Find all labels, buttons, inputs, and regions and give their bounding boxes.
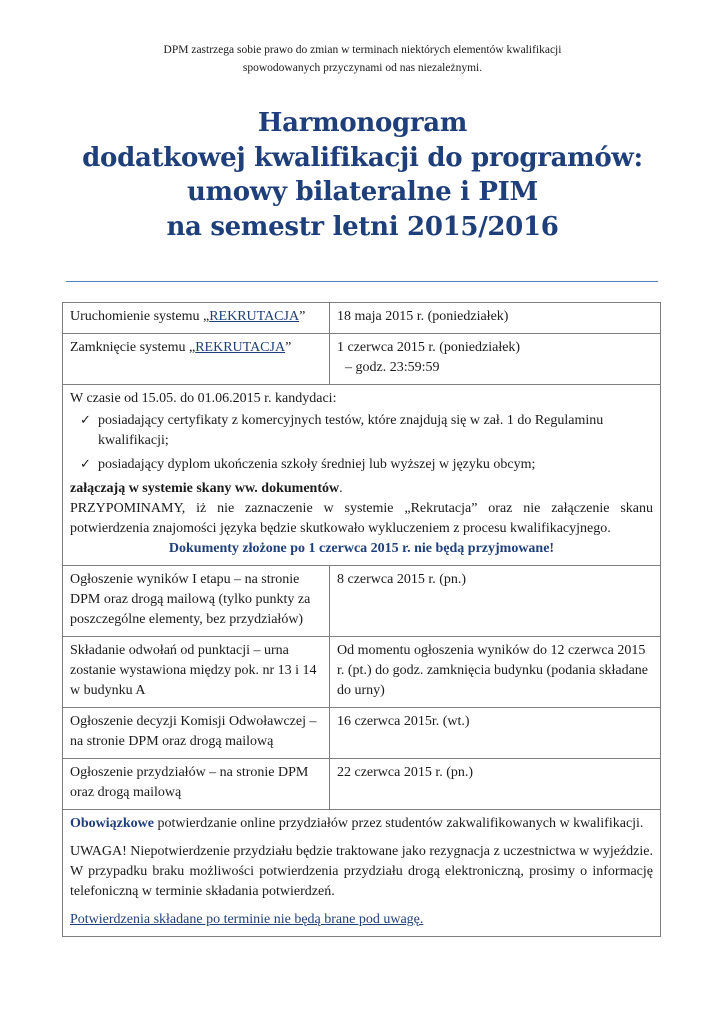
confirmation-cell — [63, 810, 661, 937]
reminder-text: PRZYPOMINAMY, iż nie zaznaczenie w systemie „Rekrutacja” oraz nie załączenie skanu potwierdzenia znajomości języka będzie skutkowało wykluczeniem z procesu kwalifikacyjnego. — [70, 501, 653, 536]
late-confirmation-note: Potwierdzenia składane po terminie nie będą brane pod uwagę. — [70, 912, 424, 927]
table-row-confirmation — [63, 810, 661, 937]
disclaimer-line-2: spowodowanych przyczynami od nas niezależnymi. — [242, 62, 483, 74]
table-row-system-open — [63, 303, 661, 334]
document-title — [0, 106, 725, 244]
attach-note: załączają w systemie skany ww. dokumentów. — [70, 481, 343, 496]
title-divider — [66, 281, 658, 282]
title-line-3: umowy bilateralne i PIM — [186, 177, 539, 207]
rekrutacja-link[interactable]: REKRUTACJA — [209, 309, 300, 324]
confirmation-text: Obowiązkowe potwierdzanie online przydziałów przez studentów zakwalifikowanych w kwalifikacji. — [70, 816, 644, 831]
results-date: 8 czerwca 2015 r. (pn.) — [330, 566, 661, 637]
assignments-date: 22 czerwca 2015 r. (pn.) — [330, 759, 661, 810]
candidate-info-cell — [63, 385, 661, 566]
title-line-4: na semestr letni 2015/2016 — [166, 211, 559, 242]
system-close-label: Zamknięcie systemu „REKRUTACJA” — [63, 334, 330, 385]
disclaimer-line-1: DPM zastrzega sobie prawo do zmian w terminach niektórych elementów kwalifikacji — [163, 44, 562, 56]
decision-date: 16 czerwca 2015r. (wt.) — [330, 708, 661, 759]
disclaimer — [0, 41, 725, 77]
schedule-table — [62, 302, 661, 937]
system-open-label: Uruchomienie systemu „REKRUTACJA” — [63, 303, 330, 334]
list-item: ✓ posiadający certyfikaty z komercyjnych testów, które znajdują się w zał. 1 do Regulaminu kwalifikacji; — [80, 413, 604, 448]
system-open-date: 18 maja 2015 r. (poniedziałek) — [330, 303, 661, 334]
decision-label: Ogłoszenie decyzji Komisji Odwoławczej – na stronie DPM oraz drogą mailową — [63, 708, 330, 759]
table-row-candidate-info — [63, 385, 661, 566]
check-icon: ✓ — [80, 457, 91, 472]
title-line-1: Harmonogram — [257, 108, 468, 138]
requirements-list — [70, 411, 653, 475]
table-row-decision — [63, 708, 661, 759]
check-icon: ✓ — [80, 413, 91, 428]
system-close-date: 1 czerwca 2015 r. (poniedziałek) – godz. 23:59:59 — [330, 334, 661, 385]
rekrutacja-link[interactable]: REKRUTACJA — [195, 340, 286, 355]
results-label: Ogłoszenie wyników I etapu – na stronie DPM oraz drogą mailową (tylko punkty za poszczególne elementy, bez przydziałów) — [63, 566, 330, 637]
assignments-label: Ogłoszenie przydziałów – na stronie DPM oraz drogą mailową — [63, 759, 330, 810]
warning-text: UWAGA! Niepotwierdzenie przydziału będzie traktowane jako rezygnacja z uczestnictwa w wyjeździe. W przypadku braku możliwości potwierdzenia przydziału drogą elektroniczną, prosimy o informację telefoniczną w terminie składania potwierdzeń. — [70, 844, 653, 899]
appeals-label: Składanie odwołań od punktacji – urna zostanie wystawiona między pok. nr 13 i 14 w budynku A — [63, 637, 330, 708]
title-line-2: dodatkowej kwalifikacji do programów: — [82, 142, 643, 173]
table-row-appeals — [63, 637, 661, 708]
appeals-date: Od momentu ogłoszenia wyników do 12 czerwca 2015 r. (pt.) do godz. zamknięcia budynku (podania składane do urny) — [330, 637, 661, 708]
table-row-assignments — [63, 759, 661, 810]
table-row-system-close — [63, 334, 661, 385]
info-intro: W czasie od 15.05. do 01.06.2015 r. kandydaci: — [70, 391, 337, 406]
deadline-note: Dokumenty złożone po 1 czerwca 2015 r. nie będą przyjmowane! — [168, 541, 555, 556]
table-row-results — [63, 566, 661, 637]
list-item: ✓ posiadający dyplom ukończenia szkoły średniej lub wyższej w języku obcym; — [70, 455, 653, 475]
